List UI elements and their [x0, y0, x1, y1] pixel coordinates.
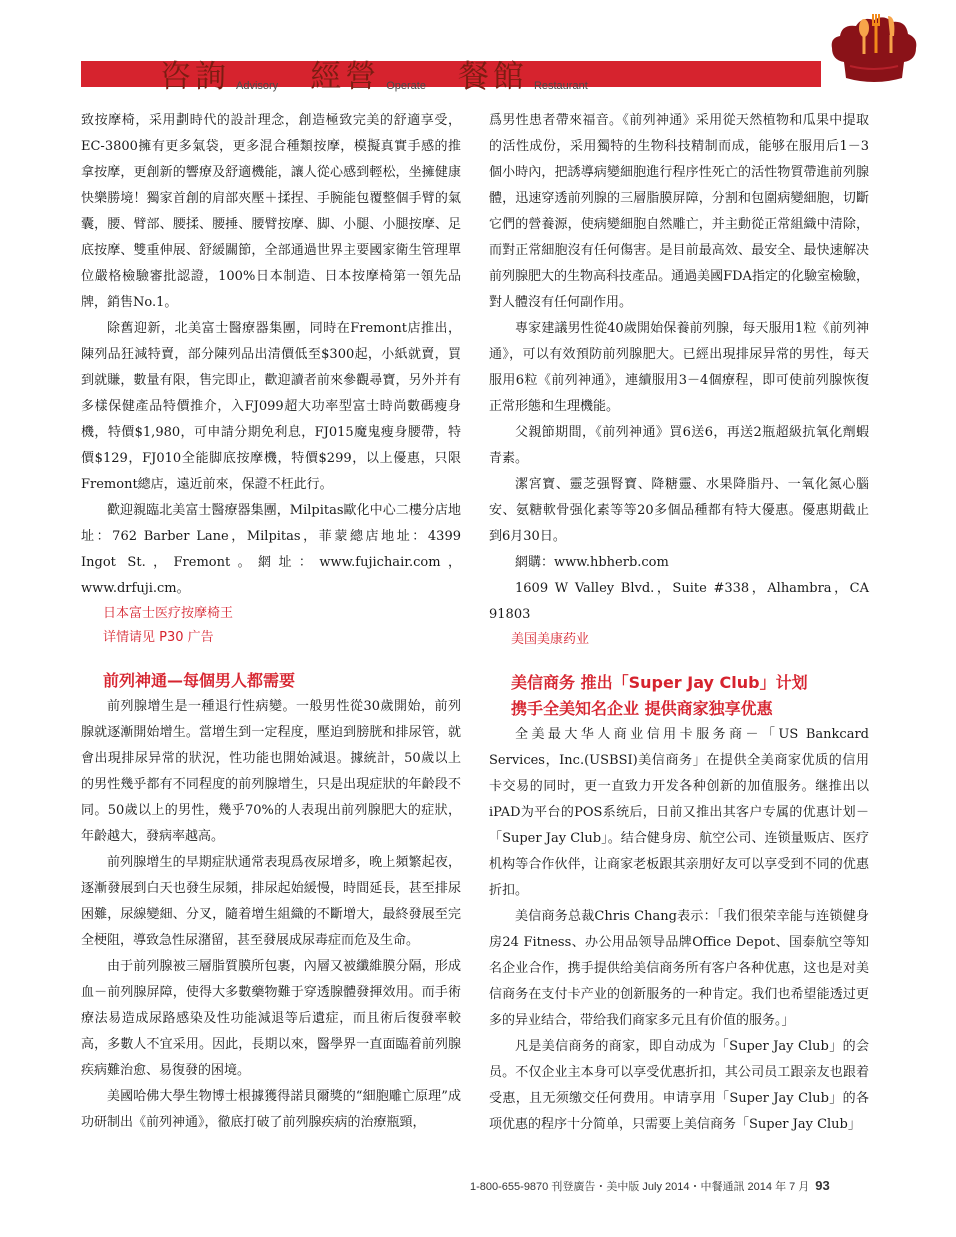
- article1-paragraph-1: 致按摩椅，采用劃時代的設計理念，創造極致完美的舒適享受，EC-3800擁有更多氣袋，更多混合種類按摩，模擬真實手感的推拿按摩，更創新的響療及舒適機能，讓人從心感到輕松，坐擁健康快樂勝境！獨家首創的肩部夾壓＋揉捏、手腕能包覆整個手臂的氣囊，腰、臂部、腰揉、腰捶、腰臂按摩、脚、小腿、小腿按摩、足底按摩、雙重伸展、舒緩關節，全部通過世界主要國家衛生管理單位嚴格檢驗審批認證，100%日本制造、日本按摩椅第一領先品牌，銷售No.1。: [81, 113, 461, 310]
- article2-website: 網購：www.hbherb.com: [515, 555, 669, 570]
- right-column: [489, 108, 869, 1138]
- left-column: [81, 108, 461, 1136]
- article3-paragraph-3: 凡是美信商务的商家，即自动成为「Super Jay Club」的会员。不仅企业主本身可以享受优惠折扣，其公司员工跟亲友也跟着受惠，且无须缴交任何费用。申请享用「Super Jay Club」的各项优惠的程序十分简单，只需要上美信商务「Super Jay Club」: [489, 1039, 869, 1132]
- header-zh-2: 經營: [310, 59, 381, 95]
- header-zh-1: 咨詢: [160, 59, 230, 95]
- article2-paragraph-4: 美國哈佛大學生物博士根據獲得諾貝爾獎的“細胞雕亡原理”成功研制出《前列神通》，徹底打破了前列腺疾病的治療瓶頸，: [81, 1089, 461, 1130]
- article2-paragraph-7: 父親節期間，《前列神通》買6送6，再送2瓶超級抗氧化劑蝦青素。: [489, 425, 869, 466]
- page-number: 93: [815, 1178, 830, 1193]
- header-zh-3: 餐館: [457, 59, 528, 95]
- article3-title-1: 美信商务 推出「Super Jay Club」计划: [511, 673, 808, 692]
- footer-text: 1-800-655-9870 刊登廣告・美中版 July 2014・中餐通訊 2014 年 7 月: [470, 1181, 810, 1193]
- article2-paragraph-2: 前列腺增生的早期症狀通常表現爲夜尿增多，晚上頻繁起夜，逐漸發展到白天也發生尿頻，排尿起始緩慢，時間延長，甚至排尿困難，尿線變細、分叉，隨着增生組織的不斷增大，最終發展至完全梗阻，導致急性尿潴留，甚至發展成尿毒症而危及生命。: [81, 855, 461, 948]
- article2-note: 美国美康药业: [511, 632, 590, 647]
- article1-note-2: 详情请见 P30 广告: [103, 630, 214, 645]
- chef-hat-utensils-icon: [828, 8, 920, 86]
- header-en-3: Restaurant: [533, 80, 588, 92]
- article2-paragraph-8: 潔宮寶、靈芝强腎寶、降糖靈、水果降脂丹、一氧化氮心腦安、氨糖軟骨强化素等等20多個品種都有特大優惠。優惠期截止到6月30日。: [489, 477, 869, 544]
- article1-note-1: 日本富士医疗按摩椅王: [103, 606, 234, 621]
- article2-title: 前列神通—每個男人都需要: [103, 671, 296, 690]
- article2-paragraph-5: 爲男性患者帶來福音。《前列神通》采用從天然植物和瓜果中提取的活性成份，采用獨特的生物科技精制而成，能够在服用后1－3個小時內，把誘導病變細胞進行程序性死亡的活性物質帶進前列腺體，迅速穿透前列腺的三層脂膜屏障，分割和包圍病變細胞，切斷它們的營養源，使病變細胞自然雕亡，并主動從正常組織中清除，而對正常細胞沒有任何傷害。是目前最高效、最安全、最快速解决前列腺肥大的生物高科技產品。通過美國FDA指定的化驗室檢驗，對人體沒有任何副作用。: [489, 113, 869, 310]
- section-header: [160, 58, 614, 94]
- article2-paragraph-1: 前列腺增生是一種退行性病變。一般男性從30歲開始，前列腺就逐漸開始增生。當增生到一定程度，壓迫到膀胱和排尿管，就會出現排尿异常的狀況，性功能也開始減退。據統計，50歲以上的男性幾乎都有不同程度的前列腺增生，只是出現症狀的年齡段不同。50歲以上的男性，幾乎70%的人表現出前列腺肥大的症狀，年齡越大，發病率越高。: [81, 699, 461, 844]
- article2-paragraph-6: 專家建議男性從40歲開始保養前列腺，每天服用1粒《前列神通》，可以有效預防前列腺肥大。已經出現排尿异常的男性，每天服用6粒《前列神通》，連續服用3－4個療程，即可使前列腺恢復正常形態和生理機能。: [489, 321, 869, 414]
- article2-paragraph-3: 由于前列腺被三層脂質膜所包裹，內層又被纖維膜分隔，形成血－前列腺屏障，使得大多數藥物難于穿透腺體發揮效用。而手術療法易造成尿路感染及性功能減退等后遺症，而且術后復發率較高，多數人不宜采用。因此，長期以來，醫學界一直面臨着前列腺疾病難治愈、易復發的困境。: [81, 959, 461, 1078]
- article3-paragraph-2: 美信商务总裁Chris Chang表示：「我们很荣幸能与连锁健身房24 Fitness、办公用品领导品牌Office Depot、国泰航空等知名企业合作，携手提供给美信商务所有客户各种优惠，这也是对美信商务在支付卡产业的创新服务的一种肯定。我们也希望能透过更多的异业结合，带给我们商家多元且有价值的服务。」: [489, 909, 869, 1028]
- article2-address: 1609 W Valley Blvd.，Suite #338，Alhambra，CA 91803: [489, 581, 869, 622]
- article1-paragraph-3: 歡迎親臨北美富士醫療器集團，Milpitas歐化中心二樓分店地址：762 Barber Lane，Milpitas，菲蒙總店地址：4399 Ingot St.，Fremont。網址：www.fujichair.com，www.drfuji.cm。: [81, 503, 461, 596]
- header-en-2: Operate: [386, 80, 426, 92]
- header-en-1: Advisory: [236, 80, 279, 92]
- article3-paragraph-1: 全美最大华人商业信用卡服务商－「US Bankcard Services，Inc.(USBSI)美信商务」在提供全美商家优质的信用卡交易的同时，更一直致力开发各种创新的加值服务。继推出以iPAD为平台的POS系统后，日前又推出其客户专属的优惠计划－「Super Jay Club」。结合健身房、航空公司、连锁量贩店、医疗机构等合作伙伴，让商家老板跟其亲朋好友可以享受到不同的优惠折扣。: [489, 727, 869, 898]
- page-footer: [470, 1178, 830, 1194]
- article1-paragraph-2: 除舊迎新，北美富士醫療器集團，同時在Fremont店推出，陳列品狂減特賣，部分陳列品出清價低至$300起，小紙就賣，買到就賺，數量有限，售完即止，歡迎讀者前來參觀尋寶，另外并有多樣保健產品特價推介，入FJ099超大功率型富士時尚數碼瘦身機，特價$1,980，可申請分期免利息，FJ015魔鬼瘦身腰帶，特價$129，FJ010全能脚底按摩機，特價$299，以上優惠，只限Fremont總店，遠近前來，保證不枉此行。: [81, 321, 461, 492]
- article3-title-2: 携手全美知名企业 提供商家独享优惠: [511, 699, 773, 718]
